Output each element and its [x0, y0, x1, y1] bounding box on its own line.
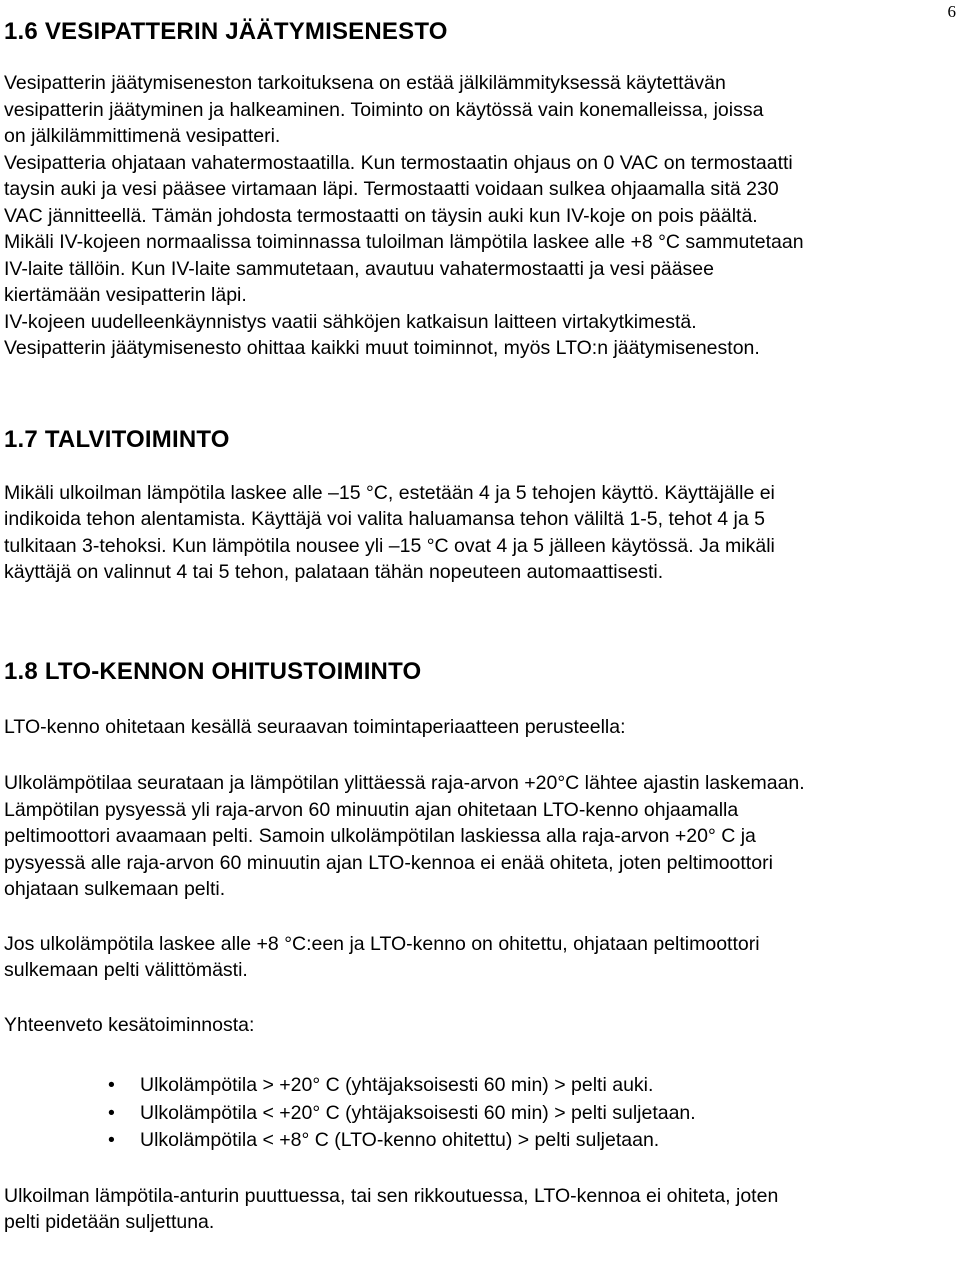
intro-paragraph-1-8: LTO-kenno ohitetaan kesällä seuraavan toimintaperiaatteen perusteella:	[4, 715, 626, 738]
text-line: sulkemaan pelti välittömästi.	[4, 959, 248, 981]
paragraph-1-8-b	[4, 931, 954, 984]
section-heading-1-7: 1.7 TALVITOIMINTO	[4, 425, 230, 453]
closing-paragraph	[4, 1183, 954, 1236]
page-number: 6	[947, 2, 956, 21]
section-heading-1-6: 1.6 VESIPATTERIN JÄÄTYMISENESTO	[4, 18, 448, 45]
text-line: Ulkoilman lämpötila-anturin puuttuessa, tai sen rikkoutuessa, LTO-kennoa ei ohiteta, joten	[4, 1184, 779, 1207]
text-line: indikoida tehon alentamista. Käyttäjä voi valita haluamansa tehon väliltä 1-5, tehot 4 ja 5	[4, 508, 765, 530]
text-line: pysyessä alle raja-arvon 60 minuutin ajan LTO-kennoa ei enää ohiteta, joten peltimoottori	[4, 851, 773, 874]
text-line: Lämpötilan pysyessä yli raja-arvon 60 minuutin ajan ohitetaan LTO-kenno ohjaamalla	[4, 798, 739, 821]
text-line: Jos ulkolämpötila laskee alle +8 °C:een ja LTO-kenno on ohitettu, ohjataan peltimoottori	[4, 932, 760, 955]
text-line: IV-kojeen uudelleenkäynnistys vaatii sähköjen katkaisun laitteen virtakytkimestä.	[4, 310, 697, 333]
summary-label: Yhteenveto kesätoiminnosta:	[4, 1013, 255, 1036]
text-line: Vesipatterin jäätymiseneston tarkoituksena on estää jälkilämmityksessä käytettävän	[4, 72, 726, 94]
text-line: tulkitaan 3-tehoksi. Kun lämpötila nousee yli –15 °C ovat 4 ja 5 jälleen käytössä. Ja mikäli	[4, 534, 775, 557]
text-line: vesipatterin jäätyminen ja halkeaminen. Toiminto on käytössä vain konemalleissa, joissa	[4, 98, 764, 121]
list-item	[4, 1072, 954, 1100]
text-line: Vesipatterin jäätymisenesto ohittaa kaikki muut toiminnot, myös LTO:n jäätymiseneston.	[4, 337, 760, 359]
paragraph-1-8-a	[4, 770, 954, 903]
text-line: ohjataan sulkemaan pelti.	[4, 878, 226, 900]
text-line: Vesipatteria ohjataan vahatermostaatilla. Kun termostaatin ohjaus on 0 VAC on termostaatti	[4, 151, 793, 174]
paragraph-1-6	[4, 70, 954, 362]
list-item-text: Ulkolämpötila < +8° C (LTO-kenno ohitettu) > pelti suljetaan.	[140, 1129, 660, 1151]
text-line: käyttäjä on valinnut 4 tai 5 tehon, palataan tähän nopeuteen automaattisesti.	[4, 561, 664, 583]
list-item	[4, 1127, 954, 1155]
list-item	[4, 1100, 954, 1128]
text-line: Ulkolämpötilaa seurataan ja lämpötilan ylittäessä raja-arvon +20°C lähtee ajastin laskemaan.	[4, 772, 805, 794]
text-line: Mikäli IV-kojeen normaalissa toiminnassa tuloilman lämpötila laskee alle +8 °C sammutetaan	[4, 231, 804, 253]
text-line: pelti pidetään suljettuna.	[4, 1211, 215, 1233]
text-line: taysin auki ja vesi pääsee virtamaan läpi. Termostaatti voidaan sulkea ohjaamalla sitä 230	[4, 178, 779, 200]
text-line: Mikäli ulkoilman lämpötila laskee alle –15 °C, estetään 4 ja 5 tehojen käyttö. Käyttäjälle ei	[4, 481, 775, 504]
bullet-icon: •	[108, 1101, 115, 1124]
paragraph-1-7	[4, 480, 954, 586]
bullet-icon: •	[108, 1129, 115, 1151]
text-line: VAC jännitteellä. Tämän johdosta termostaatti on täysin auki kun IV-koje on pois päältä.	[4, 204, 758, 227]
text-line: IV-laite tällöin. Kun IV-laite sammutetaan, avautuu vahatermostaatti ja vesi pääsee	[4, 257, 714, 280]
section-heading-1-8: 1.8 LTO-KENNON OHITUSTOIMINTO	[4, 657, 422, 685]
text-line: kiertämään vesipatterin läpi.	[4, 284, 247, 306]
document-body	[4, 18, 954, 1236]
list-item-text: Ulkolämpötila < +20° C (yhtäjaksoisesti 60 min) > pelti suljetaan.	[140, 1101, 696, 1124]
bullet-icon: •	[108, 1074, 115, 1096]
text-line: on jälkilämmittimenä vesipatteri.	[4, 125, 281, 147]
list-item-text: Ulkolämpötila > +20° C (yhtäjaksoisesti 60 min) > pelti auki.	[140, 1074, 654, 1096]
text-line: peltimoottori avaamaan pelti. Samoin ulkolämpötilan laskiessa alla raja-arvon +20° C ja	[4, 825, 756, 847]
summary-list	[4, 1072, 954, 1155]
